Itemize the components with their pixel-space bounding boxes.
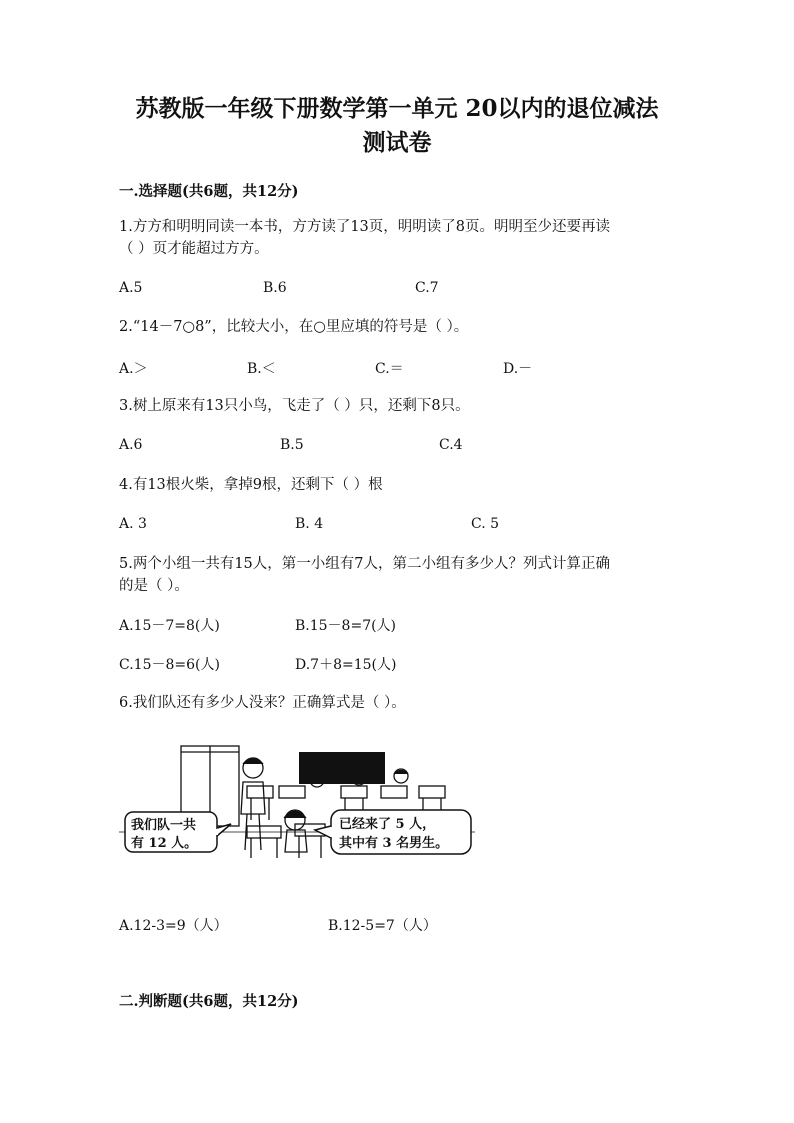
question-1-option-c[interactable]: C.7 xyxy=(415,280,439,296)
question-4-option-a[interactable]: A. 3 xyxy=(119,516,147,532)
question-4-option-c[interactable]: C. 5 xyxy=(471,516,500,532)
bubble-right-line2: 其中有 3 名男生。 xyxy=(339,836,449,851)
question-3-option-c[interactable]: C.4 xyxy=(439,437,463,453)
question-6-illustration xyxy=(119,740,475,872)
question-2-option-a[interactable]: A.＞ xyxy=(119,361,148,377)
question-1-option-b[interactable]: B.6 xyxy=(263,280,287,296)
question-3-stem: 3.树上原来有13只小鸟，飞走了（ ）只，还剩下8只。 xyxy=(119,398,470,414)
classroom-scene xyxy=(119,740,475,872)
page-title-line1: 苏教版一年级下册数学第一单元 20以内的退位减法 xyxy=(135,95,659,122)
question-5-stem xyxy=(119,553,679,597)
question-6-option-a[interactable]: A.12-3=9（人） xyxy=(119,918,228,934)
question-5-option-b[interactable]: B.15－8=7(人) xyxy=(295,618,397,634)
page-title xyxy=(0,92,794,160)
question-5-option-a[interactable]: A.15－7=8(人) xyxy=(119,618,220,634)
question-1-line1: 1.方方和明明同读一本书，方方读了13页，明明读了8页。明明至少还要再读 xyxy=(119,219,611,235)
section-heading-judgment: 二.判断题(共6题，共12分) xyxy=(119,993,299,1010)
question-4-stem: 4.有13根火柴，拿掉9根，还剩下（ ）根 xyxy=(119,477,383,493)
question-2-option-c[interactable]: C.＝ xyxy=(375,361,404,377)
question-1-line2: （ ）页才能超过方方。 xyxy=(119,241,269,257)
question-6-option-b[interactable]: B.12-5=7（人） xyxy=(328,918,437,934)
question-5-option-c[interactable]: C.15－8=6(人) xyxy=(119,657,220,673)
question-1-stem xyxy=(119,216,679,260)
question-5-line2: 的是（ ）。 xyxy=(119,578,189,594)
question-3-option-a[interactable]: A.6 xyxy=(119,437,143,453)
section-heading-choice: 一.选择题(共6题，共12分) xyxy=(119,183,299,200)
blackboard xyxy=(299,752,385,784)
bubble-left-line2: 有 12 人。 xyxy=(131,836,198,851)
question-5-option-d[interactable]: D.7＋8=15(人) xyxy=(295,657,397,673)
question-1-option-a[interactable]: A.5 xyxy=(119,280,143,296)
bubble-left-line1: 我们队一共 xyxy=(131,818,197,833)
question-2-stem: 2.“14－7○8”，比较大小，在○里应填的符号是（ ）。 xyxy=(119,319,469,335)
bubble-right-line1: 已经来了 5 人， xyxy=(339,817,436,832)
page-title-line2: 测试卷 xyxy=(362,129,432,156)
question-5-line1: 5.两个小组一共有15人，第一小组有7人，第二小组有多少人？列式计算正确 xyxy=(119,556,611,572)
question-2-option-d[interactable]: D.－ xyxy=(503,361,533,377)
question-2-option-b[interactable]: B.＜ xyxy=(247,361,276,377)
question-3-option-b[interactable]: B.5 xyxy=(280,437,304,453)
question-4-option-b[interactable]: B. 4 xyxy=(295,516,324,532)
question-6-stem: 6.我们队还有多少人没来？正确算式是（ ）。 xyxy=(119,695,406,711)
